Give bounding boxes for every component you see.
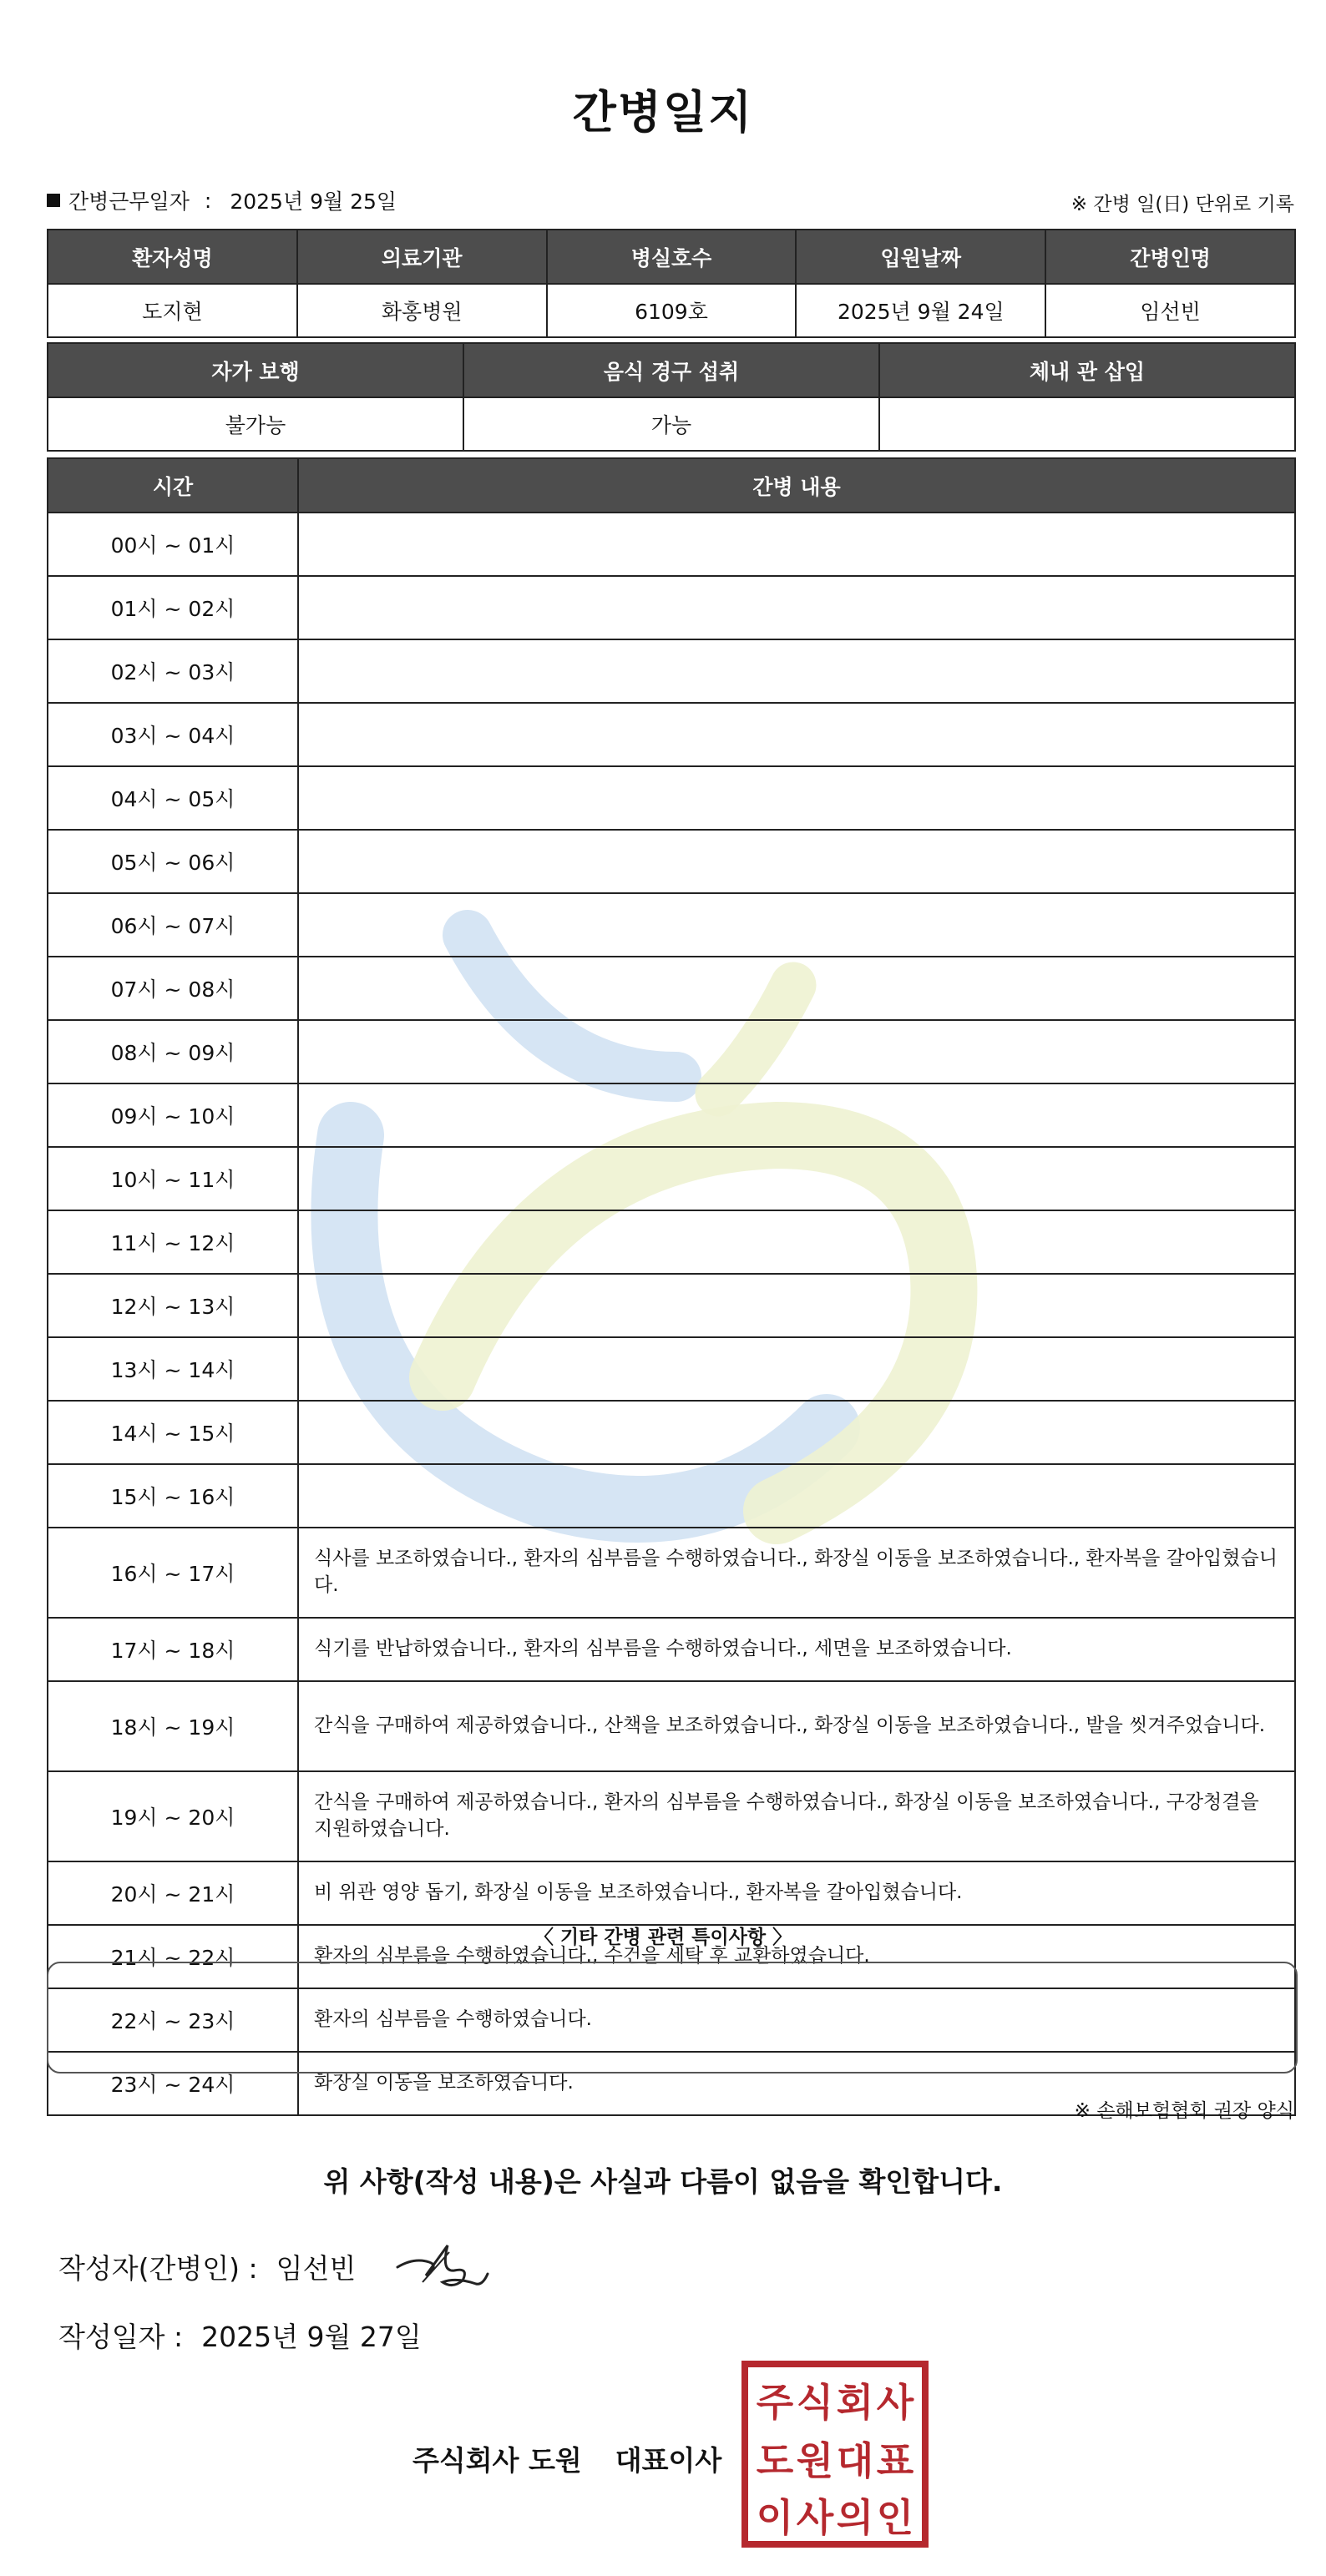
- log-row: [48, 1861, 1295, 1925]
- log-row: [48, 1464, 1295, 1528]
- log-content: [298, 893, 1295, 957]
- log-row: [48, 1771, 1295, 1861]
- notes-title: 〈 기타 간병 관련 특이사항 〉: [534, 1927, 792, 1948]
- log-time: 12시 ~ 13시: [48, 1274, 298, 1337]
- patient-header-row: [48, 230, 1295, 284]
- seal-character: 원: [796, 2438, 834, 2483]
- header-hospital: 의료기관: [297, 230, 547, 284]
- log-time: 20시 ~ 21시: [48, 1861, 298, 1925]
- company-seal-stamp: [741, 2361, 929, 2548]
- log-content: [298, 830, 1295, 893]
- author-name: 임선빈: [276, 2252, 357, 2285]
- log-time: 06시 ~ 07시: [48, 893, 298, 957]
- log-time: 09시 ~ 10시: [48, 1083, 298, 1147]
- log-time: 02시 ~ 03시: [48, 639, 298, 703]
- log-row: [48, 1020, 1295, 1083]
- company-name: 주식회사 도원: [412, 2444, 582, 2477]
- log-time: 22시 ~ 23시: [48, 1988, 298, 2052]
- admission-date: 2025년 9월 24일: [796, 284, 1045, 337]
- log-time: 11시 ~ 12시: [48, 1210, 298, 1274]
- log-header-row: [48, 458, 1295, 513]
- log-time: 10시 ~ 11시: [48, 1147, 298, 1210]
- author-row: [58, 2247, 356, 2286]
- log-content: [298, 1464, 1295, 1528]
- seal-character: 사: [796, 2495, 834, 2540]
- log-time: 03시 ~ 04시: [48, 703, 298, 766]
- log-content: 간식을 구매하여 제공하였습니다., 산책을 보조하였습니다., 화장실 이동을 보조하였습니다., 발을 씻겨주었습니다.: [298, 1681, 1295, 1771]
- caregiver-name: 임선빈: [1045, 284, 1295, 337]
- log-row: [48, 1274, 1295, 1337]
- work-date-value: 2025년 9월 25일: [230, 189, 397, 214]
- work-date-label: 간병근무일자: [68, 189, 190, 214]
- log-row: [48, 893, 1295, 957]
- written-date-value: 2025년 9월 27일: [201, 2321, 422, 2353]
- status-header-row: [48, 343, 1295, 397]
- log-row: [48, 513, 1295, 576]
- log-content: 식사를 보조하였습니다., 환자의 심부름을 수행하였습니다., 화장실 이동을 보조하였습니다., 환자복을 갈아입혔습니다.: [298, 1528, 1295, 1618]
- log-time: 01시 ~ 02시: [48, 576, 298, 639]
- log-time: 13시 ~ 14시: [48, 1337, 298, 1401]
- log-time: 17시 ~ 18시: [48, 1618, 298, 1681]
- log-time: 07시 ~ 08시: [48, 957, 298, 1020]
- log-content: [298, 703, 1295, 766]
- self-walking-value: 불가능: [48, 397, 463, 451]
- unit-note: ※ 간병 일(日) 단위로 기록: [1070, 194, 1294, 215]
- patient-info-table: [47, 229, 1296, 338]
- log-time: 19시 ~ 20시: [48, 1771, 298, 1861]
- log-row: [48, 1401, 1295, 1464]
- log-content: [298, 576, 1295, 639]
- header-self-walking: 자가 보행: [48, 343, 463, 397]
- log-content: [298, 957, 1295, 1020]
- log-time: 18시 ~ 19시: [48, 1681, 298, 1771]
- header-time: 시간: [48, 458, 298, 513]
- log-row: [48, 830, 1295, 893]
- log-time: 08시 ~ 09시: [48, 1020, 298, 1083]
- hospital-name: 화홍병원: [297, 284, 547, 337]
- seal-character: 대: [836, 2438, 874, 2483]
- patient-name: 도지현: [48, 284, 297, 337]
- log-row: [48, 1337, 1295, 1401]
- log-row: [48, 1210, 1295, 1274]
- seal-character: 인: [876, 2495, 914, 2540]
- log-content: 비 위관 영양 돕기, 화장실 이동을 보조하였습니다., 환자복을 갈아입혔습니다.: [298, 1861, 1295, 1925]
- log-content: [298, 1210, 1295, 1274]
- log-row: [48, 1147, 1295, 1210]
- header-tube-insertion: 체내 관 삽입: [879, 343, 1295, 397]
- tube-insertion-value: [879, 397, 1295, 451]
- log-content: [298, 639, 1295, 703]
- seal-character: 회: [836, 2380, 874, 2425]
- patient-value-row: [48, 284, 1295, 337]
- log-content: [298, 1147, 1295, 1210]
- recommend-note: ※ 손해보험협회 권장 양식: [1074, 2100, 1294, 2122]
- log-content: [298, 766, 1295, 830]
- square-bullet-icon: [47, 194, 60, 207]
- log-content: [298, 513, 1295, 576]
- log-time: 04시 ~ 05시: [48, 766, 298, 830]
- log-content: [298, 1274, 1295, 1337]
- header-room: 병실호수: [547, 230, 797, 284]
- log-time: 05시 ~ 06시: [48, 830, 298, 893]
- log-content: [298, 1020, 1295, 1083]
- seal-character: 도: [756, 2438, 794, 2483]
- log-row: [48, 957, 1295, 1020]
- log-row: [48, 576, 1295, 639]
- log-content: 환자의 심부름을 수행하였습니다., 수건을 세탁 후 교환하였습니다.: [298, 1925, 1295, 1988]
- log-content: 식기를 반납하였습니다., 환자의 심부름을 수행하였습니다., 세면을 보조하였습니다.: [298, 1618, 1295, 1681]
- work-date-colon: :: [204, 188, 212, 213]
- notes-box: [47, 1962, 1298, 2073]
- log-content: 간식을 구매하여 제공하였습니다., 환자의 심부름을 수행하였습니다., 화장실 이동을 보조하였습니다., 구강청결을 지원하였습니다.: [298, 1771, 1295, 1861]
- room-number: 6109호: [547, 284, 797, 337]
- log-time: 16시 ~ 17시: [48, 1528, 298, 1618]
- log-row: [48, 703, 1295, 766]
- log-time: 21시 ~ 22시: [48, 1925, 298, 1988]
- log-content: 환자의 심부름을 수행하였습니다.: [298, 1988, 1295, 2052]
- company-ceo: 대표이사: [615, 2444, 722, 2477]
- log-time: 14시 ~ 15시: [48, 1401, 298, 1464]
- log-row: [48, 766, 1295, 830]
- log-content: [298, 1401, 1295, 1464]
- log-row: [48, 1618, 1295, 1681]
- seal-character: 의: [836, 2495, 874, 2540]
- log-body: [48, 513, 1295, 2115]
- header-patient-name: 환자성명: [48, 230, 297, 284]
- author-label: 작성자(간병인) :: [58, 2252, 258, 2285]
- seal-character: 표: [876, 2438, 914, 2483]
- log-time: 15시 ~ 16시: [48, 1464, 298, 1528]
- written-date-row: [58, 2316, 422, 2355]
- page-title: 간병일지: [572, 86, 754, 139]
- header-care-content: 간병 내용: [298, 458, 1295, 513]
- seal-character: 주: [756, 2380, 794, 2425]
- seal-character: 사: [876, 2380, 914, 2425]
- log-row: [48, 1681, 1295, 1771]
- log-content: 화장실 이동을 보조하였습니다.: [298, 2052, 1295, 2115]
- log-content: [298, 1083, 1295, 1147]
- header-admission-date: 입원날짜: [796, 230, 1045, 284]
- log-time: 00시 ~ 01시: [48, 513, 298, 576]
- header-oral-intake: 음식 경구 섭취: [463, 343, 879, 397]
- company-row: [412, 2439, 721, 2478]
- confirm-statement: 위 사항(작성 내용)은 사실과 다름이 없음을 확인합니다.: [323, 2165, 1003, 2198]
- signature-image: [389, 2234, 498, 2297]
- oral-intake-value: 가능: [463, 397, 879, 451]
- log-row: [48, 1528, 1295, 1618]
- header-caregiver: 간병인명: [1045, 230, 1295, 284]
- log-row: [48, 639, 1295, 703]
- patient-status-table: [47, 342, 1296, 452]
- written-date-label: 작성일자 :: [58, 2321, 184, 2353]
- log-content: [298, 1337, 1295, 1401]
- care-log-table: [47, 457, 1296, 2116]
- seal-character: 식: [796, 2380, 834, 2425]
- seal-character: 이: [756, 2495, 794, 2540]
- work-date-row: [47, 185, 397, 215]
- log-time: 23시 ~ 24시: [48, 2052, 298, 2115]
- log-row: [48, 1083, 1295, 1147]
- status-value-row: [48, 397, 1295, 451]
